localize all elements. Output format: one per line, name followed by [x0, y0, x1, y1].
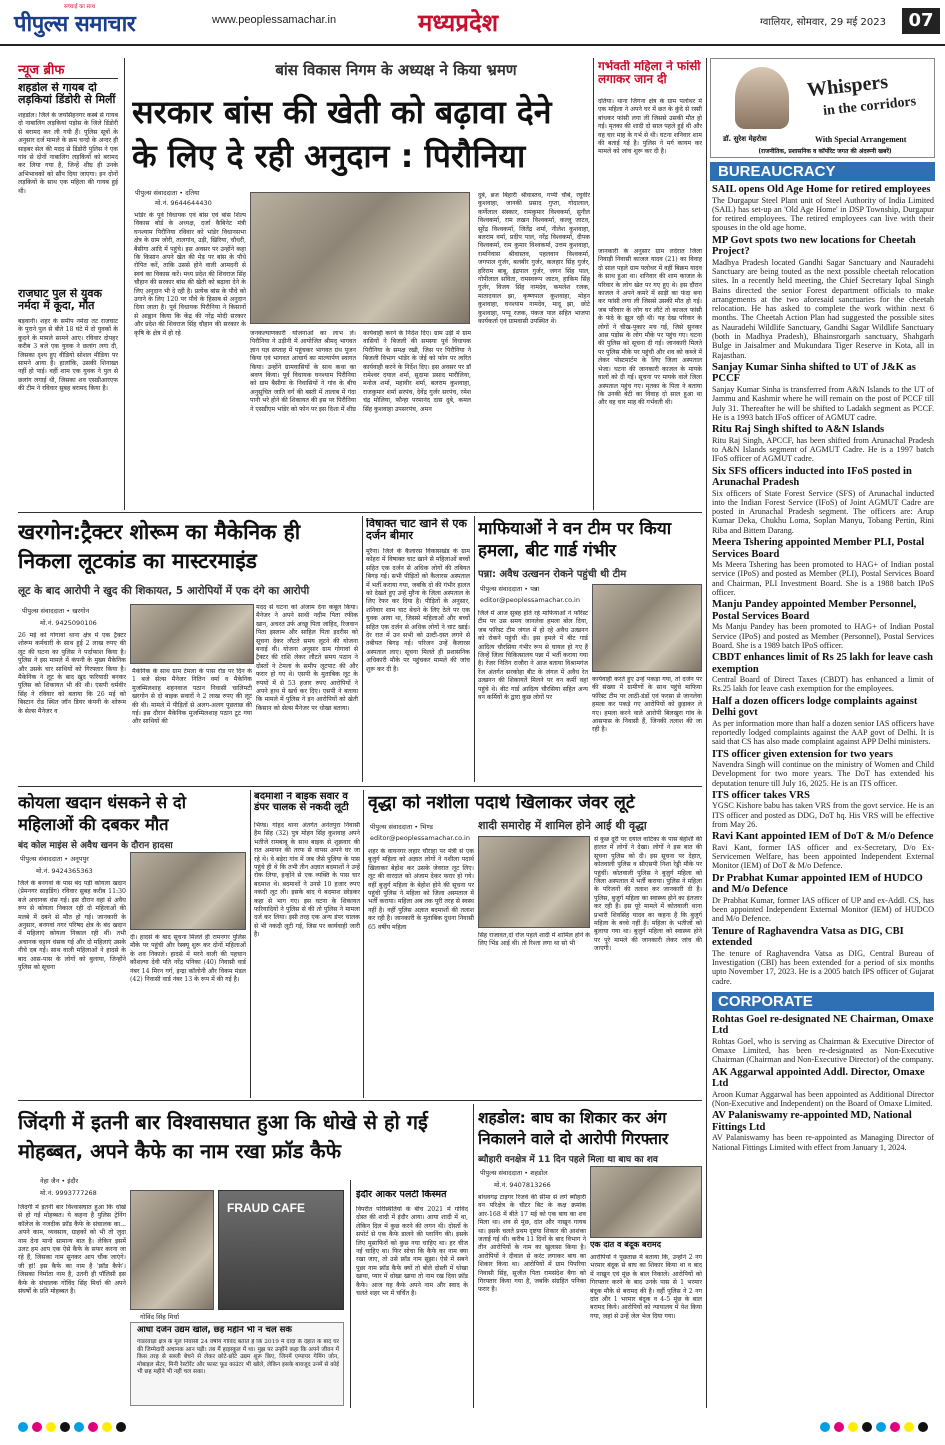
brief-headline: शहडोल से गायब दो लड़कियां डिंडोरी से मिलीं	[18, 82, 116, 106]
byline-place: भिण्ड	[420, 823, 434, 831]
coal-col: जिले के बनगवां के पास बंद पड़ी कोयला खदान (प्रेमनगर साइडिंग) रविवार सुबह करीब 11:30 बजे अचानक धंस गई। इस दौरान वहां से अवैध रूप से कोयला निकाल रही दो महिलाओं की मलबे में दबने से मौत हो गई। जानकारी के अनुसार, बनगवां नगर परिषद क्षेत्र के बंद खदान में महिलाएं कोयला निकाल रही थीं। तभी अचानक चट्टान धंसक गई और दो महिलाएं उसके नीचे दब गईं। साथ वाली महिलाओं ने हादसे के बाद आस-पास के लोगों को बुलाया, जिन्होंने पुलिस को सूचना	[18, 880, 126, 972]
cmyk-swatch	[60, 1422, 70, 1432]
bureau-item-text: Madhya Pradesh located Gandhi Sagar Sanctuary and Nauradehi Sanctuary are being touted as the next possible cheetah relocation sites. In a recently held meeting, the Chief Secretary Iqbal Singh Bains directed the senior Forest department officials to make arrangements at the two aforesaid sanctuaries for the cheetah relocation. He has asked to complete the work within next 6 months. The Cheetah Action Plan had suggested the possible sites as Nauradehi Wildlife Sanctuary, Gandhi Sagar Wildlife Sanctuary (both in Madhya Pradesh), Bhainsrorgarh sanctuary, Shahgarh Bulge in Jaisalmer and Mukundara Tiger Reserve in Kota, all in Rajasthan.	[712, 257, 934, 360]
cafe-byline: नेहा जैन • इंदौर	[40, 1177, 79, 1185]
coal-col: दी। हादसे के बाद सूचना मिलते ही रामनगर पुलिस मौके पर पहुंची और रेस्क्यू शुरू कर दोनों महिलाओं के शव निकाले। हादसे में मरने वाली की पहचान कौशल्या देवी पति नरेंद्र पनिका (40) निवासी वार्ड नंबर 14 मिरन गर्ग, इन्द्रा कॉलोनी और विकम मंडल (42) निवासी वार्ड नंबर 13 के रूप में की गई है।	[130, 934, 246, 984]
vriddha-col: से कुछ दूरी पर दयाल वाटिका के पास बेहोशी की हालत में लोगों ने देखा। लोगों ने इस बात की सूचना पुलिस को दी। इस सूचना पर देहात, कोतवाली पुलिस व सीएसपी निशा रेड्डी मौके पर पहुंचीं। कोतवाली पुलिस ने बुजुर्ग महिला को जिला अस्पताल में भर्ती कराया। पुलिस ने महिला के परिजनों की तलाश कर जानकारी दी है। पुलिस, बुजुर्ग महिला का स्वास्थ्य होने का इंतजार कर रही है। इस पूरे मामले में कोतवाली थाना प्रभारी शिवसिंह यादव का कहना है कि बुजुर्ग महिला के बच्चे नहीं हैं। महिला के भतीजों को बुलाया गया था। बुजुर्ग महिला को स्वास्थ्य होने पर पूरे मामले की जानकारी लेकर जांच की जाएगी।	[594, 836, 702, 953]
bureau-item	[712, 466, 934, 535]
bike-body: भिण्ड। गोहद थाना अंतर्गत अनंतपुरा निवासी हैम सिंह (32) पुत्र मोहन सिंह कुशवाह अपने भतीजे रामबाबू के साथ बाइक से शुक्रवार की रात अमायन की तरफ से वापस अपने घर जा रहे थे। वे बड़ेरा गांव में जब जैसे पुलिया के पास पहुंचे ही थे कि तभी तीन अज्ञात बदमाशों ने उन्हें रोक लिया, इन्होंने से एक व्यक्ति के पास चार बदमाश थे। बदमाशों ने उनसे 10 हजार रुपए नकदी लूट ली। इसके बाद ये बदमाश छोड़कर कहा से भाग गए। इस घटना के शिकायत फरियादियों ने पुलिस से की तो पुलिस ने मामला दर्ज कर लिया। इसी तरह एक अन्य डंपर चालक से भी नकदी लूटी गई, जिस पर कार्यवाही जारी है।	[254, 822, 360, 939]
bureaucracy-list	[712, 184, 934, 1344]
cafe-owner-photo	[130, 1190, 214, 1310]
bike-headline: बदमाशों ने बाइक सवार व डंपर चालक से नकदी लूटी	[254, 792, 349, 813]
cmyk-swatch	[18, 1422, 28, 1432]
cafe-col: जिंदगी में इतनी बार विश्वासघात हुआ कि धोखे से हो गई मोहब्बत। ये कहना है पुलिस ट्रेनिंग कॉलेज के नजदीक फ्रॉड कैफे के संचालक का... अपने काम, व्यवसाय, ग्राहकों को भी तो जुदा नाम देना मानो सामान्य बात है। लेकिन इसमें उलट हम आप एक ऐसे कैफे के सफर करना जा रहे हैं, जिसका नाम सुनकर आप चौंक जाएंगे। जी हां! इस कैफे का नाम है 'फ्रॉड कैफे'। जिसका निर्माता नाम है, उतनी ही पॉलिसी इस कैफे के संचालक गोविंद सिंह मिर्धा की अपने संघर्षों के प्रति मोहब्बत है।	[18, 1204, 126, 1296]
corporate-item-headline: AK Aggarwal appointed Addl. Director, Omaxe Ltd	[712, 1066, 925, 1090]
mafia-subhead: पन्ना: अवैध उत्खनन रोकने पहुंची थी टीम	[478, 569, 627, 580]
brief-headline: राजघाट पुल से युवक नर्मदा में कूदा, मौत	[18, 288, 102, 312]
vriddha-email[interactable]: editor@peoplessamachar.co.in	[370, 834, 470, 842]
indore-headline: इंदौर आकर पलटी किस्मत	[356, 1190, 447, 1200]
poison-headline: विषाक्त चाट खाने से एक दर्जन बीमार	[366, 518, 467, 542]
whispers-subtitle: in the corridors	[822, 94, 917, 119]
lead-contact: मो.नं. 9644644430	[155, 199, 212, 207]
bureau-item-headline: MP Govt spots two new locations for Cheetah Project?	[712, 234, 916, 258]
bureau-item-text: Sanjay Kumar Sinha is transferred from A&N Islands to the UT of Jammu and Kashmir where he will remain on the post of PCCF till July 31. Thereafter he will be shifted to Ladakh segment as PCCF. He is a 1993 batch IFoS officer of AGMUT cadre.	[712, 384, 934, 422]
corporate-item	[712, 1067, 934, 1109]
byline-name: पीपुल्स संवाददाता	[480, 1169, 523, 1177]
suicide-headline: गर्भवती महिला ने फांसी लगाकर जान दी	[598, 60, 701, 86]
bureau-item-text: Ms Meera Tshering has been promoted to HAG+ of Indian postal service (IPoS) and posted as Member (PLI), Postal Services Board and Chairman, PLI Investment Board. She is a 1988 batch IPoS officer.	[712, 560, 934, 597]
column-rule	[474, 516, 475, 782]
coal-byline: पीपुल्स संवाददाता • अनूपपुर	[20, 855, 89, 863]
section-divider	[18, 1100, 702, 1101]
whispers-tagline: (राजनीतिक, प्रशासनिक व कॉर्पोरेट जगत की अंदरूनी खबरें)	[758, 148, 892, 155]
byline-place: पन्ना	[530, 585, 540, 593]
owner-caption: गोविंद सिंह मिर्धा	[140, 1313, 180, 1321]
bureau-item	[712, 537, 934, 597]
khargone-col: मदद से घटना को अंजाम देना कबूल किया। मैनेजर ने अपने साथी नदीम पिता रफीक खान, अचरत उर्फ अच्छू पिता जाहिद, रिजवान पिता इस्लाम और साहिल पिता इदरीस को सूचना देकर लौटते समय लूटने की योजना बनाई थी। योजना अनुसार ग्राम गोगावां से ट्रैक्टर की राशि लेकर लौटते समय पठान ने दोस्तों ने टेमला के समीप लूटपाट की और फरार हो गए थे। एसपी के मुताबिक लूट के रुपयों में से 53 हजार रुपए आरोपियों ने अपने हाथ में खर्च कर दिए। एसपी ने बताया कि मामले में पुलिस ने इन आरोपियों को खेती किसान को सेल्स मैनेजर पर धोखा बताया।	[256, 604, 358, 712]
column-rule	[593, 58, 594, 510]
lead-col: दुबे, ब्रज बिहारी श्रीवास्तव, गप्पी चौबे, रघुवीर कुशवाहा, जानकी प्रसाद गुप्ता, गोदालाल, कर्णेलाल संस्कार, रामकुमार विश्वकर्मा, सुनील विश्वकर्मा, राम लखन विश्वकर्मा, कल्लू जाटव, सुरेंद्र विश्वकर्मा, जितेंद्र शर्मा, नीलेश कुशवाहा, बलराम वर्मा, प्रदीप पाल, नरेंद्र विश्वकर्मा, दीपक विश्वकर्मा, राम कुमार विश्वकर्मा, उत्तम कुशवाहा, रामनिवास श्रीवास्तव, पहलवान विश्वकर्मा, जगपाल गुर्जर, बलबीर गुर्जर, कलहार सिंह गुर्जर, हरिराम बाबू, इंद्रपाल गुर्जर, जगन सिंह पाल, गोपीलाल सविता, रामस्वरूप जाटव, हाकिम सिंह गुर्जर, विजय सिंह नामदेव, कमलेश रजक, मातादयाल झा, कृष्णपाल कुशवाहा, मोहन कुशवाहा, घनश्याम नामदेव, मादू झा, छोटे कुशवाहा, पप्पू रजक, पंकज पाल सहित भाजपा कार्यकर्ता एवं ग्रामवासी उपस्थित थे।	[478, 192, 590, 326]
bureau-item-text: Ritu Raj Singh, APCCF, has been shifted from Arunachal Pradesh to A&N Islands segment of AGMUT Cadre. He is a 1997 batch IFoS officer of AGMUT cadre.	[712, 435, 934, 464]
section-title: मध्यप्रदेश	[418, 9, 499, 37]
mafia-headline: माफियाओं ने वन टीम पर किया हमला, बीट गार्ड गंभीर	[478, 519, 672, 561]
cafe-sign: FRAUD CAFE	[227, 1201, 305, 1215]
bureau-item-headline: CBDT enhances limit of Rs 25 lakh for leave cash exemption	[712, 652, 933, 675]
tiger-photo	[590, 1166, 702, 1238]
bureau-item-text: Dr Prabhat Kumar, former IAS officer of UP and ex-Addl. CS, has been appointed Independent External Monitor (IEM) of HUDCO and M/o Defence.	[712, 895, 934, 924]
tiger-col: बांधवगढ़ टाइगर रिजर्व की सीमा से लगे ब्यौहारी वन परिक्षेत्र के चीटर बिट के कक्ष क्रमांक आर-168 में बीते 17 मई को एक बाघ का शव मिला था। शव से मूंछ, दांत और नाखून गायब था। इसके चलते प्रथम दृष्टया शिकार की आशंका जताई गई थी। करीब 11 दिनों के बाद विभाग ने तीन आरोपियों के नाम का खुलासा किया है। आरोपियों ने दीवाल से करंट लगाकर बाघ का शिकार किया था। आरोपियों में ग्राम पिपरिया निवासी सिंह, सुजीत पिता रामसंदेश बैगा को गिरफ्तार किया गया है, जबकि संग्रहित पनिका फरार है।	[478, 1194, 586, 1294]
bureau-item-text: Navendra Singh will continue on the ministry of Women and Child Development for two more years. The DoT has extended his deputation tenure till July 16, 2025. He is an ITS officer.	[712, 760, 934, 788]
section-divider	[18, 786, 702, 787]
cafe-storefront-photo	[218, 1190, 344, 1310]
khargone-contact: मो.नं. 9425090106	[40, 619, 97, 627]
page-number: 07	[902, 8, 940, 34]
corporate-header: CORPORATE	[712, 992, 934, 1011]
cmyk-swatch	[116, 1422, 126, 1432]
arrangement: With Special Arrangement	[815, 135, 907, 144]
bureau-item-headline: Half a dozen officers lodge complaints against Delhi govt	[712, 695, 918, 719]
corporate-item-text: AV Palaniswamy has been re-appointed as Managing Director of National Fittings Limited with effect from January 1, 2024.	[712, 1133, 934, 1152]
paper-logo: पीपुल्स समाचार	[14, 12, 136, 37]
lead-col: कार्यवाही करने के निर्देश दिए। ग्राम उड़ी में ग्राम वासियों ने बिजली की समस्या पूर्व विधायक पिरौनिया के समक्ष रखी, जिस पर पिरौनिया ने बिजली विभाग भांडेर के जेई को फोन पर त्वरित कार्यवाही करने के निर्देश दिए। इस अवसर पर डॉ रामेश्वर दयाल शर्मा, सुदामा प्रसाद मारौलिया, मनोज शर्मा, महावीर शर्मा, बलराम कुशवाहा, राजकुमार शर्मा सरपंच, देवेंद्र गुर्जर सरपंच, रमेश चंद्र मोलिया, फौन्हा परमानंद दास दुबे, कमल सिंह कुशवाहा उपसरपंच, अमन	[363, 330, 471, 413]
corporate-item-text: Aroon Kumar Aggarwal has been appointed as Additional Director (Non-Executive and Independent) on the Board of Omaxe Limited.	[712, 1089, 934, 1109]
bureau-item-text: The Durgapur Steel Plant unit of Steel Authority of India Limited (SAIL) has set-up an 'Old Age Home' in DSP Township, Durgapur for retired employees. The retired employees can live with their spouses in the old age home.	[712, 195, 934, 233]
suicide-body: जानकारी के अनुसार ग्राम लदेरात जिला निवाड़ी निवासी काजल यादव (21) का विवाह दो साल पहले ग्राम पलोथर में वहीं बिक्रम यादव के साथ हुआ था। शनिवार की शाम काजल के परिवार के लोग खेत पर गए हुए थे। इस दौरान काजल ने अपने कमरे में साड़ी का फंदा बना कर फांसी लगा ली जिससे उसकी मौत हो गई। जब परिवार के लोग घर लौटे तो काजल फांसी के फंदे के झूल रही थी। यह देख परिवार के लोगों ने चीख-पुकार मच गई, जिसे सुनकर आस पड़ोस के लोग मौके पर पहुंच गए। घटना की पुलिस को सूचना दी गई। जानकारी मिलते पर पुलिस मौके पर पहुंची और शव को कब्जे में लेकर पोस्टमार्टम के लिए जिला अस्पताल भेजा। घटना की जानकारी काजल के मायके वालों को दी गई। सूचना पर मायके वाले जिला अस्पताल पहुंच गए। मृतका के पिता ने बताया कि उनकी बेटी का विवाह दो साल हुआ था और वह चार माह की गर्भवती थी।	[598, 248, 702, 407]
bureau-item-text: Ms Manju Pandey has been promoted to HAG+ of Indian Postal Service (IPoS) and posted as Member (Personnel), Postal Services Board. She is a 1989 batch IPoS officer.	[712, 622, 934, 650]
cmyk-swatch	[862, 1422, 872, 1432]
lead-col: भांडेर के पूर्व विधायक एवं बांस एवं बांस शिल्प विकास बोर्ड के अध्यक्ष, दर्जा कैबिनेट मंत्री घनश्याम पिरौनिया रविवार को भांडेर विधानसभा क्षेत्र के ग्राम जोरी, तालगांव, उड़ी, खिरिया, चौधरी, बैसीगा आदि में पहुंचे। इस अवसर पर उन्होंने कहा कि किसान अपने खेत की मेड़ पर बांस के पौधे रोपित करें, ताकि उससे होने वाली आमदनी से स्वयं का विकास करें। मध्य प्रदेश की शिवराज सिंह चौहान की सरकार बांस की खेती को बढ़ावा देने के लिए अनुदान भी दे रही है। प्रत्येक बांस के पौधे को उगाने के लिए 120 पर पौधे के हिसाब से अनुदान दिया जाता है। पूर्व विधायक पिरौनिया ने किसानों से आह्वान किया कि केंद्र की नरेंद्र मोदी सरकार और प्रदेश की शिवराज सिंह चौहान की सरकार के कृषि के क्षेत्र में हो रहे	[134, 212, 246, 337]
cmyk-swatch	[848, 1422, 858, 1432]
corporate-item-text: Rohtas Goel, who is serving as Chairman & Executive Director of Omaxe Limited, has been re-designated as Non-Executive Chairman (Chairman and Non-Executive Director) of the company.	[712, 1036, 934, 1065]
bureau-item	[712, 235, 934, 360]
cmyk-swatch	[88, 1422, 98, 1432]
corporate-item	[712, 1014, 934, 1065]
brief-body: बड़वानी। शहर के समीप नर्मदा तट राजघाट के पुराने पुल से बीते 18 घंटे में दो युवकों के कूदने के मामले सामने आए। रविवार दोपहर करीब 3 बजे एक युवक ने छलांग लगा दी, जिसका दृश्य हुए वीडियो सोशल मीडिया पर सामने आया है। हालांकि, उसकी शिनाख्त नहीं हो पाई। वहीं शाम एक युवक ने पुल से छलांग लगाई थी, जिसका शव एसडीआरएफ की टीम ने रविवार सुबह बरामद किया है।	[18, 318, 118, 393]
lead-headline: सरकार बांस की खेती को बढ़ावा देने के लिए दे रही अनुदान : पिरौनिया	[132, 93, 552, 175]
corporate-item-headline: Rohtas Goel re-designated NE Chairman, Omaxe Ltd	[712, 1013, 934, 1037]
cmyk-swatch	[834, 1422, 844, 1432]
lead-byline: पीपुल्स संवाददाता • दतिया	[135, 189, 200, 197]
cafe-box-body: गाडरवाड़ा क्षेत्र के मूल निवासी 24 वर्षीय गोविंद बताते हैं कि 2019 में दादा के देहांत के बाद घर की जिम्मेदारी अचानक आन पड़ी। तब मैं हाइस्कूल में था। मुझ पर उन्होंने कहा कि अपने जीवन में किस तरह से सब्जी बेचने से लेकर छोटे-छोटे उद्यम शुरू किए, जिनमें एम्पायर गेमिंग जोन, मोबाइल सेंटर, मिनी रेस्टोरेंट और फास्ट फूड काउंटर भी खोले, लेकिन इसके बावजूद उनमें से कोई भी छह महीने भी नहीं चल सका।	[137, 1339, 339, 1376]
bureau-item	[712, 749, 934, 788]
poison-body: मुरैना। जिले के कैलारस विकासखंड के ग्राम कोंहरा में विषाक्त चाट खाने से महिलाओं बच्चों सहित एक दर्जन से अधिक लोगों की तबियत बिगड़ गई। सभी पीड़ितों को कैलारस अस्पताल में भर्ती कराया गया, जबकि दो की गंभीर हालत को देखते हुए उन्हें मुरैना के जिला अस्पताल के लिए रेफर कर दिया है। पीड़ितों के अनुसार, शनिवार शाम चाट बेचने के लिए ठेले पर एक युवक आया था, जिससे महिलाओं और बच्चों सहित एक दर्जन से अधिक लोगों ने चाट खाई। देर रात में उन सभी को उल्टी-दस्त लगने से तबीयत बिगड़ गई। परिजन उन्हें कैलारस अस्पताल लाए। सूचना मिलते ही प्रशासनिक अधिकारी मौके पर पहुंचकर मामले की जांच शुरू कर दी है।	[366, 548, 470, 673]
bureau-item	[712, 831, 934, 870]
section-divider	[18, 512, 702, 513]
bureaucracy-header: BUREAUCRACY	[710, 162, 935, 181]
bureau-item-headline: Tenure of Raghavendra Vatsa as DIG, CBI extended	[712, 925, 904, 949]
bureau-item-headline: ITS officer given extension for two years	[712, 748, 894, 760]
vriddha-col: शहर के वायनगर लहार चौराहा पर मंत्री से एक बुजुर्ग महिला को अज्ञात लोगों ने नशीला पदार्थ खिलाकर बेहोश कर उसके जेवरात लूट लिए। लूट की वारदात को अंजाम देकर फरार हो गये। वहीं बुजुर्ग महिला के बेहोश होने की सूचना पर पहुंची पुलिस ने महिला को जिला अस्पताल में भर्ती कराया। महिला अब तक पूरी तरह से स्वस्थ नहीं है। वहीं पुलिस अज्ञात बदमाशों की तलाश कर रही है। जानकारी के मुताबिक दूधना निवासी 65 वर्षीय महिला	[368, 848, 474, 931]
divider	[18, 78, 118, 79]
vriddha-caption: सिंह राजावत,दो रोज पहले शादी में शामिल होने के लिए भिंड आई थी। तो रिश्ता लगा था सो भी	[478, 932, 590, 948]
coal-photo	[130, 852, 246, 930]
bureau-item	[712, 926, 934, 986]
byline-place: शहडोल	[530, 1169, 548, 1177]
author-photo	[735, 67, 789, 129]
bureau-item	[712, 790, 934, 829]
cafe-box-headline: आधा दर्जन उद्यम खोले, छह महीने भी न चल सके	[137, 1326, 292, 1335]
coal-subhead: बंद कोल माइंस से अवैध खनन के दौरान हादसा	[18, 841, 173, 851]
indore-body: विपरीत परिस्थितियों के बीच 2021 में गोविंद दोस्त की शादी में इंदौर आया। आया शादी में था, लेकिन दिल में कुछ करने की लगन थी। दोस्तों के सपोर्ट से एक कैफे डालने की प्लानिंग की। इसके लिए मुसाफिरों को कुछ नया चाहिए था। हर चीज नई चाहिए था। फिर सोचा कि कैफे का नाम क्या रखा जाए, तो उसे फ्रॉड नाम सूझा। ऐसे में सबने पूछा नाम फ्रॉड कैफे क्यों तो बोले दोस्ती में धोखा खाया, प्यार में धोखा खाया तो नाम रख दिया फ्रॉड कैफे। आज यह कैफे अपने नाम और स्वाद के चलते शहर भर में चर्चित है।	[356, 1206, 468, 1298]
bureau-item	[712, 184, 934, 233]
tiger-byline: पीपुल्स संवाददाता • शहडोल	[480, 1169, 548, 1177]
tiger-headline: शहडोल: बाघ का शिकार कर अंग निकालने वाले दो आरोपी गिरफ्तार	[478, 1109, 669, 1148]
bureau-item	[712, 652, 934, 694]
column-rule	[250, 790, 251, 1098]
byline-name: पीपुल्स संवाददाता	[20, 855, 63, 863]
bureau-item	[712, 362, 934, 422]
column-rule	[706, 58, 707, 1408]
author-name: डॉ. सुरेश मेहरोत्रा	[723, 135, 767, 143]
cmyk-swatch	[32, 1422, 42, 1432]
byline-name: पीपुल्स संवाददाता	[135, 189, 178, 197]
whispers-box	[710, 58, 935, 158]
lead-photo	[250, 192, 470, 324]
cmyk-swatch	[46, 1422, 56, 1432]
vriddha-photo	[478, 836, 590, 928]
column-rule	[362, 516, 363, 782]
vriddha-subhead: शादी समारोह में शामिल होने आई थी वृद्धा	[478, 819, 647, 832]
bureau-item-headline: Ritu Raj Singh shifted to A&N Islands	[712, 424, 885, 436]
mafia-photo	[592, 584, 702, 672]
vriddha-headline: वृद्धा को नशीला पदार्थ खिलाकर जेवर लूटे	[368, 794, 635, 813]
lead-col: जनकल्याणकारी योजनाओं का लाभ लें। पिरौनिया ने उड़ीनी में आयोजित श्रीमद् भागवत ज्ञान यज्ञ सप्ताह में पहुंचकर भागवत ग्रंथ पूजन किया एवं भागवत आचार्य का माल्यार्पण स्वागत किया। उन्होंने ग्रामवासियों के साथ कथा का श्रवण किया। पूर्व विधायक घनश्याम पिरौनिया को ग्राम बैसीगा के निवासियों ने गांव के बीच अनुसूचित जाति वर्ग की बस्ती में तालाब में गंदा पानी भरे होने की शिकायत की इस पर पिरौनिया ने एसडीएम भांडेर को फोन पर इस दिशा में शीघ्र	[250, 330, 356, 413]
byline-name: पीपुल्स संवाददाता	[370, 823, 413, 831]
byline-name: नेहा जैन	[40, 1177, 60, 1185]
bureau-item-headline: Six SFS officers inducted into IFoS posted in Arunachal Pradesh	[712, 465, 912, 489]
byline-name: पीपुल्स संवाददाता	[480, 585, 523, 593]
whispers-title: Whispers	[806, 70, 890, 102]
khargone-col: मैकेनिक के साथ ग्राम टेमला के पास रोड पर दिन के 1 बजे सेल्स मैनेजर नितिन वर्मा व मैकेनिक मुजम्मिलशाह शहनवाज पठान निवासी चालिमटी खरगोन से दो बाइक सवारों ने 2 लाख रुपए की लूट की थी। मामले में पीड़ितों से अलग-अलग पूछताछ की गई। इस दौरान मैकेनिक मुजम्मिलशाह पठान टूट गया और साथियों की	[132, 668, 252, 726]
cafe-contact: मो.नं. 9993777268	[40, 1189, 97, 1197]
bureau-item-headline: SAIL opens Old Age Home for retired employees	[712, 184, 931, 195]
news-brief-label: न्यूज ब्रीफ	[18, 63, 65, 78]
bureau-item-text: Six officers of State Forest Service (SFS) of Arunachal inducted into the Indian Forest Service (IFoS) of Joint AGMUT Cadre are posted in Arunachal Pradesh segment. The officers are: Arup Kumar Deka, Chukhu Loma, Soplan Manyu, Tobang Pertin, Rini Riba and Bittem Darang.	[712, 488, 934, 535]
bureau-item-text: The tenure of Raghavendra Vatsa as DIG, Central Bureau of Investigation (CBI) has been extended for a period of six months upto November 17, 2023. He is a 2005 batch IPS officer of Gujarat cadre.	[712, 948, 934, 986]
mafia-byline: पीपुल्स संवाददाता • पन्ना	[480, 585, 540, 593]
website[interactable]: www.peoplessamachar.in	[212, 14, 337, 26]
khargone-subhead: लूट के बाद आरोपी ने खुद की शिकायत, 5 आरोपियों में एक दंगे का आरोपी	[18, 585, 310, 597]
paper-tagline: सच्चाई का साथ	[64, 4, 96, 10]
cafe-box	[130, 1322, 344, 1406]
tiger-col: आरोपियों ने पूछताछ में बताया कि, उन्होंने 2 नग भरमार बंदूक से बाघ का शिकार किया था व बाद में नाखून एवं मूंछ के बाल निकाले। आरोपियों को गिरफ्तार करने के बाद उनके पास से 1 भरमार बंदूक मौके से बरामद की है। वहीं पुलिस ने 2 नग दांत और 1 भरमार बंदूक व 4-5 मूंछ के बाल बरामद किये। आरोपियों को न्यायालय में पेश किया गया, जहां से उन्हें जेल भेज दिया गया।	[590, 1254, 702, 1320]
bureau-item	[712, 424, 934, 463]
corporate-item	[712, 1110, 934, 1152]
mafia-email[interactable]: editor@peoplessamachar.co.in	[480, 596, 580, 604]
bureau-item-headline: Meera Tshering appointed Member PLI, Postal Services Board	[712, 537, 925, 560]
cmyk-swatch	[820, 1422, 830, 1432]
lead-kicker: बांस विकास निगम के अध्यक्ष ने किया भ्रमण	[275, 61, 517, 79]
tiger-caption: एक दांत व बंदूक बरामद	[590, 1241, 661, 1249]
bureau-item-headline: Dr Prabhat Kumar appointed IEM of HUDCO and M/o Defence	[712, 872, 923, 896]
byline-place: अनूपपुर	[70, 855, 89, 863]
vriddha-byline: पीपुल्स संवाददाता • भिण्ड	[370, 823, 434, 831]
bureau-item-text: YGSC Kishore babu has taken VRS from the govt service. He is an ITS officer and posted as DDG, DoT hq. His VRS will be effective from May 26.	[712, 801, 934, 830]
bureau-item-text: Ravi Kant, former IAS officer and ex-Secretary, D/o Ex-Servicemen Welfare, has been appointed Independent External Monitor (IEM) of DoT & M/o Defence.	[712, 842, 934, 871]
suicide-body: दतिया। थाना जिगना क्षेत्र के ग्राम पलोथर में एक महिला ने अपने घर में छत के कुंदे से रस्सी बांधकर फांसी लगा ली जिससे उसकी मौत हो गई। मृतका की शादी दो साल पहले हुई थी और वह चार माह के गर्भ से थी। घटना शनिवार शाम की बताई गई है। पुलिस ने मर्ग कायम कर मामले को जांच शुरू कर दी है।	[598, 98, 702, 156]
cmyk-swatch	[876, 1422, 886, 1432]
bureau-item-headline: ITS officer takes VRS	[712, 789, 810, 801]
tiger-subhead: ब्यौहारी वनक्षेत्र में 11 दिन पहले मिला था बाघ का शव	[478, 1155, 658, 1165]
bureau-item	[712, 696, 934, 747]
bureau-item-headline: Ravi Kant appointed IEM of DoT & M/o Defence	[712, 831, 934, 843]
cafe-headline: जिंदगी में इतनी बार विश्वासघात हुआ कि धोखे से हो गई मोहब्बत, अपने कैफे का नाम रखा फ्रॉड कैफे	[18, 1110, 428, 1163]
bureau-item-headline: Sanjay Kumar Sinha shifted to UT of J&K as PCCF	[712, 361, 916, 385]
bureau-item-text: Central Board of Direct Taxes (CBDT) has enhanced a limit of Rs.25 lakh for leave cash exemption for the employees.	[712, 675, 934, 694]
byline-name: पीपुल्स संवाददाता	[22, 607, 65, 615]
cmyk-swatch	[904, 1422, 914, 1432]
byline-place: दतिया	[185, 189, 200, 197]
bureau-item	[712, 873, 934, 924]
cmyk-swatch	[102, 1422, 112, 1432]
mafia-col: जिले में आज सुबह होते रहे माफियाओं ने फॉरेस्ट टीम पर उस समय जानलेवा हमला बोल दिया, जब फॉरेस्ट टीम जंगल में हो रहे अवैध उत्खनन को रोकने पहुंची थी। इस हमले में बीट गार्ड आदित्य चौरसिया गंभीर रूप से घायल हो गए हैं जिन्हें जिला चिकित्सालय पन्ना में भर्ती कराया गया है। रेंजर नितिन राजौरा ने आज बताया विश्रामगंज रेंज अंतर्गत सरकोहा बीट के जंगल में अवैध रेत उत्खनन की शिकायतें मिलने पर वन कर्मी वहां पहुंचे थे। बीट गार्ड आदित्य चौरसिया सहित अन्य वन कर्मियों के द्वारा कुछ लोगों पर	[478, 610, 588, 702]
bureau-item	[712, 599, 934, 650]
bureau-item-text: As per information more than half a dozen senior IAS officers have reportedly lodged complaints against the AAP govt of Delhi. It is said that CS has also made complaint against APP Delhi ministers.	[712, 718, 934, 747]
khargone-byline: पीपुल्स संवाददाता • खरगोन	[22, 607, 90, 615]
cmyk-swatch	[918, 1422, 928, 1432]
column-rule	[363, 790, 364, 1098]
masthead	[0, 0, 945, 46]
khargone-photo	[130, 604, 254, 664]
brief-body: शहडोल। जिले के जयसिंहनगर कस्बे से गायब दो नाबालिग लड़कियां पड़ोस के जिले डिंडोरी से बरामद कर ली गयी हैं। पुलिस सूत्रों के अनुसार दर्ज मामले के क्रम चन्दो के अन्दर ही साइबर सेल की मदद से डिंडोरी पुलिस ने एक गांव से दोनों नाबालिग लड़कियों को बरामद कर लिया गया है, जिन्हें शीघ्र ही उनके अभिभावकों को सौंप दिया जाएगा। इन दोनों लड़कियों के साथ एक महिला की गायब हुई थी।	[18, 112, 118, 195]
cmyk-swatch	[74, 1422, 84, 1432]
column-rule	[473, 1104, 474, 1408]
khargone-col: 26 मई को गोगावां थाना क्षेत्र में एक ट्रैक्टर शोरूम कर्मचारी के साथ हुई 2 लाख रुपए की लूट की घटना का पुलिस ने पर्दाफाश किया है। पुलिस ने इस मामले में कंपनी के मुख्य मैकेनिक और उसके चार साथियों को गिरफ्तार किया है। मैकेनिक ने लूट के बाद खुद फरियादी बनकर पुलिस को शिकायत भी की थी। एसपी धर्मवीर सिंह ने रविवार को बताया कि 26 मई को बिस्टान रोड स्थित जॉन डियर कंपनी के शोरूम के सेल्स मैनेजर व	[18, 632, 126, 715]
tiger-contact: मो.नं. 9407813266	[494, 1181, 551, 1189]
coal-headline: कोयला खदान धंसकने से दो महिलाओं की दबकर मौत	[18, 793, 186, 834]
column-rule	[350, 1180, 351, 1408]
print-registration-strip	[18, 1420, 928, 1434]
bureau-item-headline: Manju Pandey appointed Member Personnel, Postal Services Board	[712, 599, 917, 622]
byline-place: इंदौर	[67, 1177, 79, 1185]
cmyk-swatch	[890, 1422, 900, 1432]
byline-place: खरगोन	[72, 607, 90, 615]
mafia-col: कार्यवाही करते हुए उन्हें पकड़ा गया, तो दर्जन पर की संख्या में ग्रामीणों के साथ पहुंचे माफिया फॉरेस्ट टीम पर लाठी-डंडों एवं फरसा से जानलेवा हमला कर पकड़े गए आरोपियों को छुड़ाकर ले गए। हमला करने वाले आरोपी बिलखुरा गांव के आसपास के निवासी हैं, जिनकी तलाश की जा रही है।	[592, 676, 702, 734]
corporate-item-headline: AV Palaniswamy re-appointed MD, National Fittings Ltd	[712, 1110, 912, 1133]
dateline: ग्वालियर, सोमवार, 29 मई 2023	[760, 17, 886, 28]
coal-contact: मो.नं. 9424365363	[36, 867, 93, 875]
column-rule	[124, 58, 125, 510]
khargone-headline: खरगोन:ट्रैक्टर शोरूम का मैकेनिक ही निकला लूटकांड का मास्टरमाइंड	[18, 520, 301, 573]
